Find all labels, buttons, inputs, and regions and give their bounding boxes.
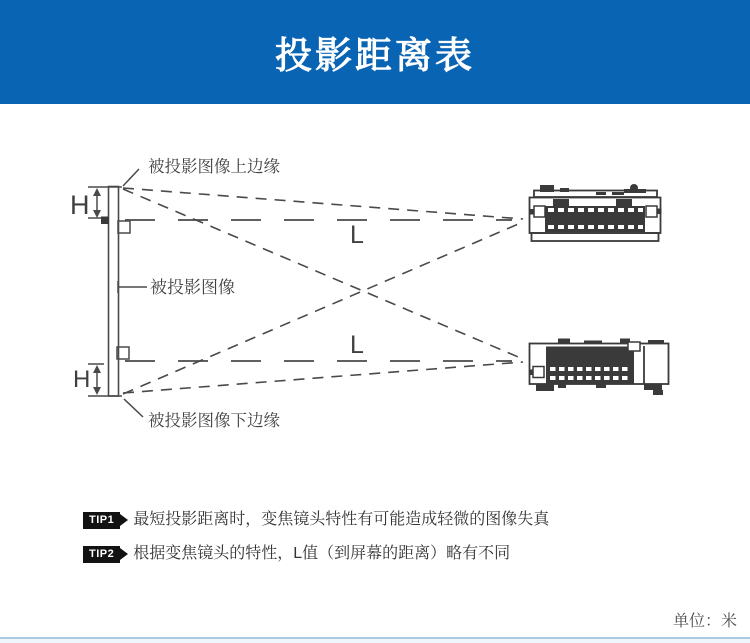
page-title: 投影距离表 bbox=[275, 35, 475, 76]
projector-top-illustration bbox=[529, 184, 662, 241]
projector-bottom-illustration bbox=[529, 339, 669, 396]
bottom-edge-pointer-line bbox=[124, 399, 143, 417]
bottom-edge-label: 被投影图像下边缘 bbox=[148, 412, 280, 430]
tip1-arrow-icon bbox=[120, 514, 128, 526]
h-dimension-bottom bbox=[88, 364, 122, 396]
axis-line-top bbox=[101, 217, 512, 234]
axis-line-bottom bbox=[117, 347, 512, 361]
tip-row-2 bbox=[83, 544, 510, 564]
top-edge-pointer-line bbox=[123, 169, 139, 186]
image-label: 被投影图像 bbox=[150, 278, 235, 297]
h-label-bottom: H bbox=[73, 366, 91, 393]
image-pointer bbox=[118, 281, 147, 293]
tip2-badge: TIP2 bbox=[83, 546, 120, 563]
bottom-divider bbox=[0, 637, 750, 643]
screen-shape bbox=[109, 187, 119, 397]
l-label-top: L bbox=[350, 221, 364, 249]
h-dimension-top bbox=[88, 187, 122, 218]
l-label-bottom: L bbox=[350, 331, 364, 359]
top-edge-label: 被投影图像上边缘 bbox=[148, 158, 280, 176]
tip-row-1 bbox=[83, 510, 549, 530]
tip1-badge: TIP1 bbox=[83, 512, 120, 529]
tip2-arrow-icon bbox=[120, 548, 128, 560]
h-label-top: H bbox=[70, 190, 90, 220]
tip2-text: 根据变焦镜头的特性，L值（到屏幕的距离）略有不同 bbox=[133, 545, 511, 562]
tip1-text: 最短投影距离时，变焦镜头特性有可能造成轻微的图像失真 bbox=[133, 511, 550, 528]
unit-label: 单位：米 bbox=[672, 613, 737, 630]
